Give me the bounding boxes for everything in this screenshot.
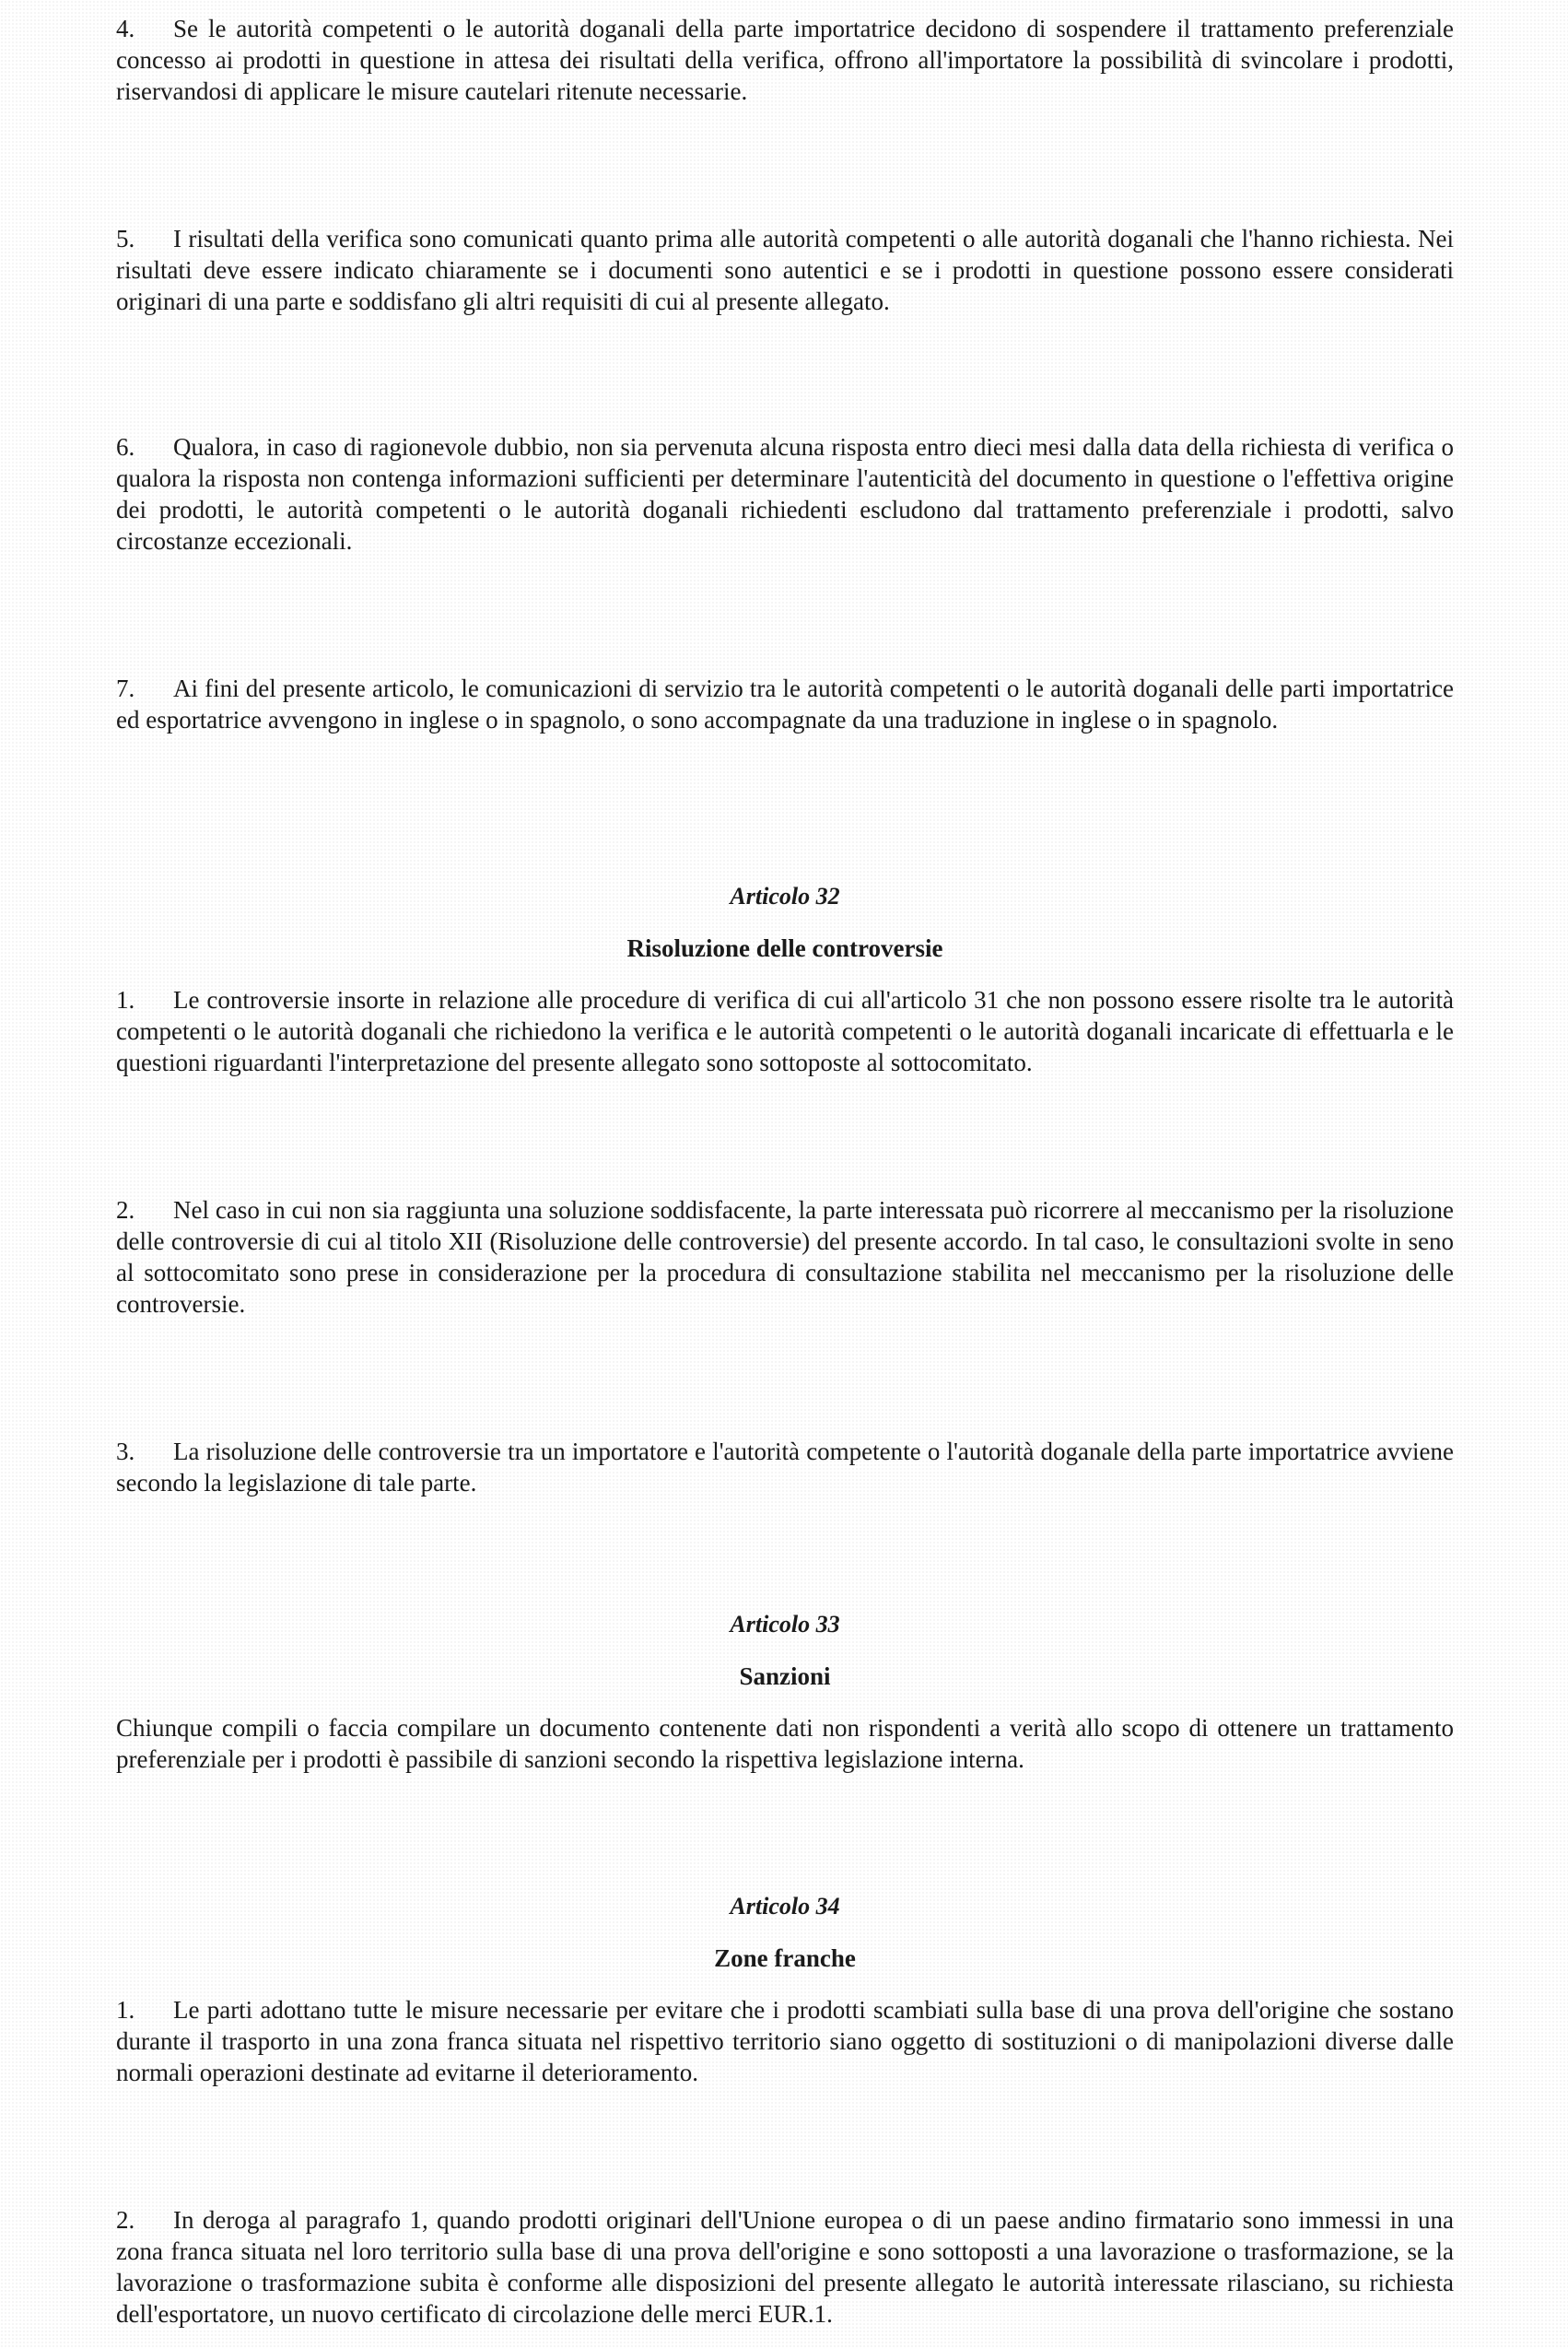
art32-paragraph-1: [116, 984, 1454, 1078]
paragraph-text: Le parti adottano tutte le misure necessarie per evitare che i prodotti scambiati sulla base di una prova dell'origine che sostano durante il trasporto in una zona franca situata nel rispettivo territorio siano oggetto di sostituzioni o di manipolazioni diverse dalle normali operazioni destinate ad evitarne il deterioramento.: [116, 1996, 1454, 2086]
paragraph-text: Qualora, in caso di ragionevole dubbio, non sia pervenuta alcuna risposta entro dieci mesi dalla data della richiesta di verifica o qualora la risposta non contenga informazioni sufficienti per determinare l'autenticità del documento in questione o l'effettiva origine dei prodotti, le autorità competenti o le autorità doganali richiedenti escludono dal trattamento preferenziale i prodotti, salvo circostanze eccezionali.: [116, 433, 1454, 555]
article-34-title: Articolo 34: [730, 1893, 840, 1919]
art31-paragraph-4: [116, 13, 1454, 107]
paragraph-text: Ai fini del presente articolo, le comunicazioni di servizio tra le autorità competenti o le autorità doganali delle parti importatrice ed esportatrice avvengono in inglese o in spagnolo, o sono accompagnate da una traduzione in inglese o in spagnolo.: [116, 675, 1454, 734]
paragraph-number: 7.: [116, 675, 135, 702]
art34-paragraph-1: [116, 1994, 1454, 2088]
art34-paragraph-2: [116, 2204, 1454, 2330]
art32-paragraph-2: [116, 1194, 1454, 1320]
paragraph-number: 6.: [116, 433, 135, 461]
art31-paragraph-7: [116, 673, 1454, 735]
art31-paragraph-5: [116, 223, 1454, 317]
article-33-heading: Sanzioni: [739, 1662, 831, 1690]
article-32-heading: Risoluzione delle controversie: [626, 934, 943, 962]
art33-paragraph: [116, 1712, 1454, 1775]
art31-paragraph-6: [116, 431, 1454, 557]
paragraph-text: Se le autorità competenti o le autorità doganali della parte importatrice decidono di sospendere il trattamento preferenziale concesso ai prodotti in questione in attesa dei risultati della verifica, offrono all'importatore la possibilità di svincolare i prodotti, riservandosi di applicare le misure cautelari ritenute necessarie.: [116, 15, 1454, 105]
paragraph-text: La risoluzione delle controversie tra un importatore e l'autorità competente o l'autorità doganale della parte importatrice avviene secondo la legislazione di tale parte.: [116, 1438, 1454, 1497]
paragraph-text: Le controversie insorte in relazione alle procedure di verifica di cui all'articolo 31 che non possono essere risolte tra le autorità competenti o le autorità doganali che richiedono la verifica e le autorità competenti o le autorità doganali incaricate di effettuarla e le questioni riguardanti l'interpretazione del presente allegato sono sottoposte al sottocomitato.: [116, 986, 1454, 1076]
paragraph-text: I risultati della verifica sono comunicati quanto prima alle autorità competenti o alle autorità doganali che l'hanno richiesta. Nei risultati deve essere indicato chiaramente se i documenti sono autentici e se i prodotti in questione possono essere considerati originari di una parte e soddisfano gli altri requisiti di cui al presente allegato.: [116, 225, 1454, 315]
paragraph-number: 1.: [116, 1996, 135, 2024]
art32-paragraph-3: [116, 1436, 1454, 1498]
paragraph-number: 5.: [116, 225, 135, 252]
article-33-title: Articolo 33: [730, 1611, 840, 1638]
article-32-title: Articolo 32: [730, 883, 840, 910]
paragraph-text: Chiunque compili o faccia compilare un documento contenente dati non rispondenti a verità allo scopo di ottenere un trattamento preferenziale per i prodotti è passibile di sanzioni secondo la rispettiva legislazione interna.: [116, 1714, 1454, 1773]
article-34-heading: Zone franche: [714, 1944, 856, 1972]
paragraph-number: 2.: [116, 1196, 135, 1224]
paragraph-number: 4.: [116, 15, 135, 42]
paragraph-text: Nel caso in cui non sia raggiunta una soluzione soddisfacente, la parte interessata può ricorrere al meccanismo per la risoluzione delle controversie di cui al titolo XII (Risoluzione delle controversie) del presente accordo. In tal caso, le consultazioni svolte in seno al sottocomitato sono prese in considerazione per la procedura di consultazione stabilita nel meccanismo per la risoluzione delle controversie.: [116, 1196, 1454, 1318]
paragraph-number: 3.: [116, 1438, 135, 1465]
paragraph-number: 2.: [116, 2206, 135, 2234]
paragraph-text: In deroga al paragrafo 1, quando prodotti originari dell'Unione europea o di un paese andino firmatario sono immessi in una zona franca situata nel loro territorio sulla base di una prova dell'origine e sono sottoposti a una lavorazione o trasformazione, se la lavorazione o trasformazione subita è conforme alle disposizioni del presente allegato le autorità interessate rilasciano, su richiesta dell'esportatore, un nuovo certificato di circolazione delle merci EUR.1.: [116, 2206, 1454, 2328]
paragraph-number: 1.: [116, 986, 135, 1014]
